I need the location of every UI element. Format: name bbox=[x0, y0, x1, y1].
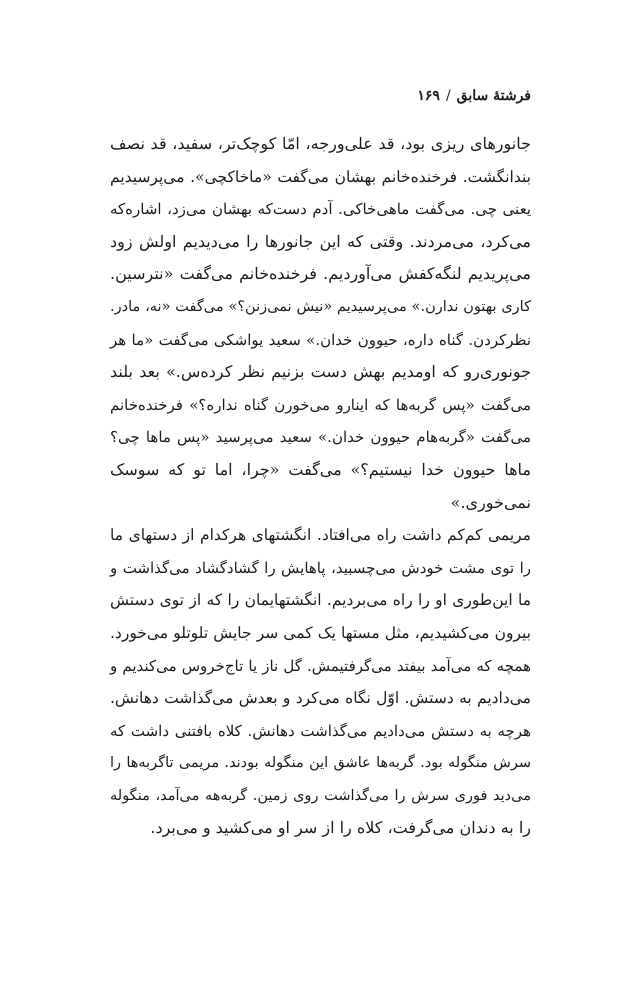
text-line: می‌دادیم به دستش. اوّل نگاه می‌کرد و بعدش می‌گذاشت دهانش. bbox=[110, 689, 531, 708]
book-title: فرشتهٔ سابق bbox=[456, 88, 531, 104]
text-line: می‌پریدیم لنگه‌کفش می‌آوردیم. فرخنده‌خانم می‌گفت «نترسین. bbox=[110, 264, 531, 284]
paragraph-1 bbox=[110, 128, 531, 519]
text-line: را به دندان می‌گرفت، کلاه را از سر او می‌کشید و می‌برد. bbox=[150, 818, 531, 838]
running-header bbox=[417, 88, 531, 104]
paragraph-2 bbox=[110, 519, 531, 845]
text-line: جانورهای ریزی بود، قد علی‌ورجه، امّا کوچک‌تر، سفید، قد نصف bbox=[110, 134, 531, 153]
text-line: می‌گفت «گربه‌هام حیوون خدان.» سعید می‌پرسید «پس ماها چی؟ bbox=[110, 428, 531, 447]
text-line: همچه که می‌آمد بیفتد می‌گرفتیمش. گل ناز یا تاج‌خروس می‌کندیم و bbox=[110, 656, 531, 675]
text-line: بیرون می‌کشیدیم، مثل مستها یک کمی سر جایش تلوتلو می‌خورد. bbox=[110, 623, 531, 642]
body-text bbox=[110, 128, 531, 845]
text-line: یعنی چی. می‌گفت ماهی‌خاکی. آدم دست‌که بهشان می‌زد، اشاره‌که bbox=[110, 200, 531, 219]
text-line: می‌دید فوری سرش را می‌گذاشت روی زمین. گربه‌هه می‌آمد، منگوله bbox=[110, 787, 531, 804]
text-line: جونوری‌رو که اومدیم بهش دست بزنیم نظر کرده‌س.» بعد بلند bbox=[110, 362, 531, 382]
text-line: نمی‌خوری.» bbox=[450, 492, 531, 512]
text-line: می‌کرد، می‌مردند. وقتی که این جانورها را می‌دیدیم اولش زود bbox=[110, 231, 531, 251]
text-line: را توی مشت خودش می‌چسبید، پاهایش را گشادگشاد می‌گذاشت و bbox=[110, 558, 531, 577]
text-line: ماها حیوون خدا نیستیم؟» می‌گفت «چرا، اما تو که سوسک bbox=[110, 459, 531, 479]
text-line: ما این‌طوری او را راه می‌بردیم. انگشتهایمان را که از توی دستش bbox=[110, 591, 531, 610]
text-line: سرش منگوله بود. گربه‌ها عاشق این منگوله بودند. مریمی تاگربه‌ها را bbox=[110, 755, 531, 772]
text-line: بندانگشت. فرخنده‌خانم بهشان می‌گفت «ماخاکچی». می‌پرسیدیم bbox=[110, 167, 531, 186]
page-number: ۱۶۹ bbox=[417, 88, 440, 104]
text-line: کاری بهتون ندارن.» می‌پرسیدیم «نیش نمی‌زنن؟» می‌گفت «نه، مادر. bbox=[110, 298, 531, 315]
text-line: نظرکردن. گناه داره، حیوون خدان.» سعید یواشکی می‌گفت «ما هر bbox=[110, 330, 531, 349]
header-separator: / bbox=[445, 88, 451, 104]
text-line: می‌گفت «پس گربه‌ها که اینارو می‌خورن گناه نداره؟» فرخنده‌خانم bbox=[110, 395, 531, 414]
text-line: مریمی کم‌کم داشت راه می‌افتاد. انگشتهای هرکدام از دستهای ما bbox=[110, 526, 531, 545]
text-line: هرچه به دستش می‌دادیم می‌گذاشت دهانش. کلاه بافتنی داشت که bbox=[110, 721, 531, 740]
